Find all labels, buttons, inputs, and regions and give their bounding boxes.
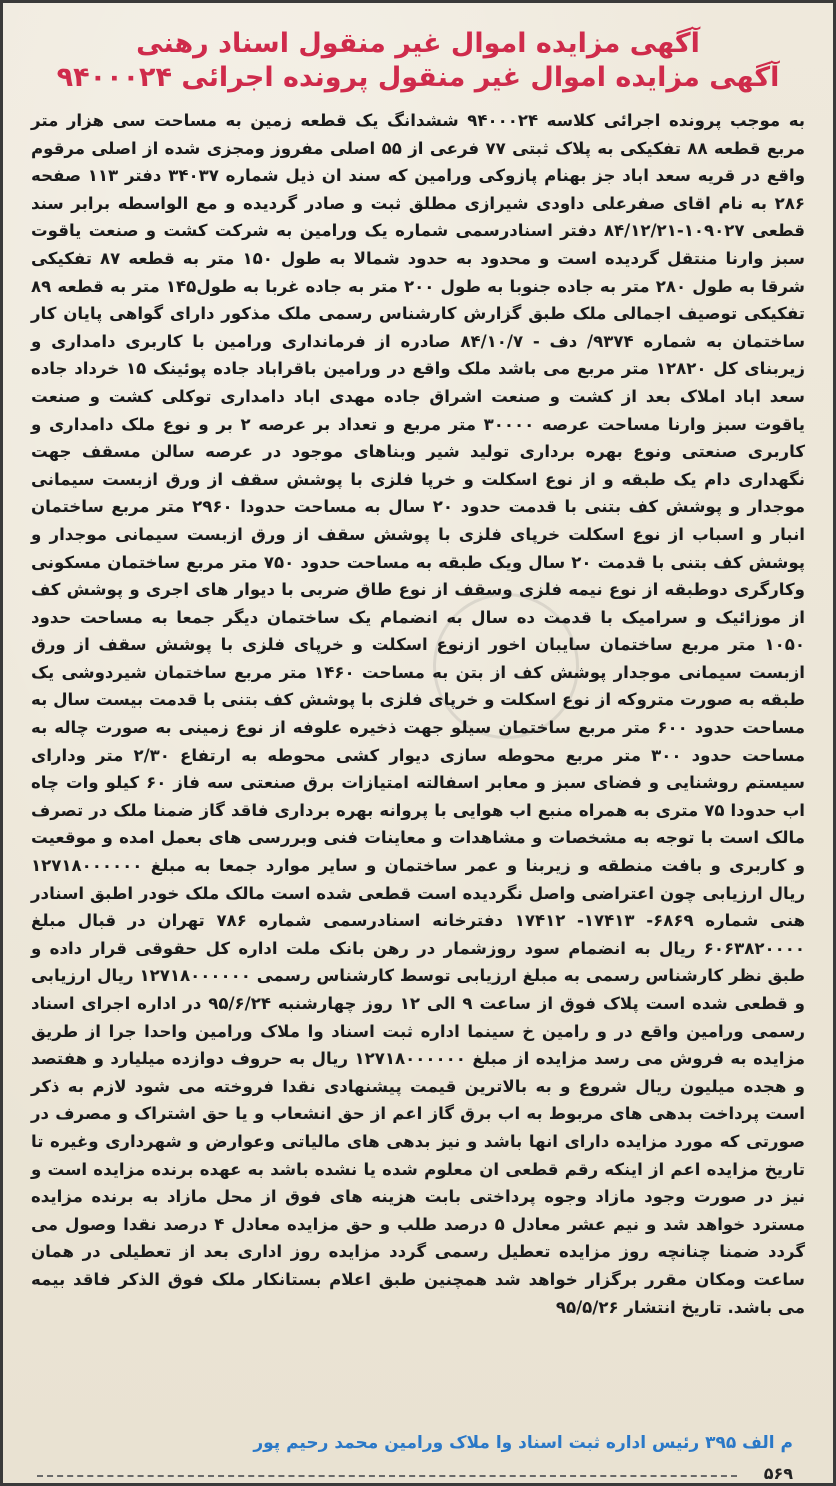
notice-subtitle: آگهی مزایده اموال غیر منقول پرونده اجرائی ۹۴۰۰۰۲۴ (56, 62, 780, 93)
notice-title: آگهی مزایده اموال غیر منقول اسناد رهنی (136, 28, 700, 59)
notice-signature: م الف ۳۹۵ رئیس اداره ثبت اسناد وا ملاک ورامین محمد رحیم پور (253, 1433, 793, 1453)
notice-paragraph: به موجب پرونده اجرائی کلاسه ۹۴۰۰۰۲۴ ششدانگ یک قطعه زمین به مساحت سی هزار متر مربع قطعه ۸۸ تفکیکی به پلاک ثبتی ۷۷ فرعی از ۵۵ اصلی مفروز ومجزی شده از اصلی مرقوم واقع در قریه سعد اباد جز بهنام پازوکی ورامین که سند ان ذیل شماره ۳۴۰۳۷ دفتر ۱۱۳ صفحه ۲۸۶ به نام اقای صفرعلی داودی شیرازی مطلق ثبت و صادر گردیده و مع الواسطه برابر سند قطعی ۱۰۹۰۲۷-۸۴/۱۲/۲۱ دفتر اسنادرسمی شماره یک ورامین به شرکت کشت و صنعت یاقوت سبز وارنا منتقل گردیده است و محدود به حدود شمالا به طول ۱۵۰ متر به قطعه ۸۷ تفکیکی شرقا به طول ۲۸۰ متر به جاده جنوبا به طول ۲۰۰ متر به جاده غربا به طول۱۴۵ متر به قطعه ۸۹ تفکیکی توصیف اجمالی ملک طبق گزارش کارشناس رسمی ملک مذکور دارای گواهی پایان کار ساختمان به شماره ۹۳۷۴/ دف - ۸۴/۱۰/۷ صادره از فرمانداری ورامین با کاربری دامداری و زیربنای کل ۱۲۸۲۰ متر مربع می باشد ملک واقع در ورامین باقراباد جاده پوئینک ۱۵ خرداد جاده سعد اباد املاک بعد از کشت و صنعت اشراق جاده مهدی اباد دامداری توکلی کشت و صنعت یاقوت سبز وارنا مساحت عرصه ۳۰۰۰۰ متر مربع و تعداد بر عرصه ۲ بر و نوع ملک دامداری و کاربری صنعتی ونوع بهره برداری تولید شیر وبناهای موجود در عرصه سالن مسقف جهت نگهداری دام یک طبقه و از نوع اسکلت و خرپا فلزی با پوشش سقف از ورق ازبست سیمانی موجدار و پوشش کف بتنی با قدمت حدود ۲۰ سال به مساحت حدودا ۲۹۶۰ متر مربع ساختمان انبار و اسباب از نوع اسکلت خرپای فلزی با پوشش سقف از ورق ازبست سیمانی موجدار و پوشش کف بتنی با قدمت ۲۰ سال ویک طبقه به مساحت حدود ۷۵۰ متر مربع ساختمان مسکونی وکارگری دوطبقه از نوع نیمه فلزی وسقف از نوع طاق ضربی با دیوار های اجری و پوشش کف از موزائیک و سرامیک با قدمت ده سال به انضمام یک ساختمان دیگر جمعا به مساحت حدود ۱۰۵۰ متر مربع ساختمان سایبان اخور ازنوع اسکلت و خرپای فلزی با پوشش سقف از ورق ازبست سیمانی موجدار پوشش کف از بتن به مساحت ۱۴۶۰ متر مربع ساختمان شیردوشی یک طبقه به صورت متروکه از نوع اسکلت و خرپای فلزی با پوشش کف بتنی با قدمت بیست سال به مساحت حدود ۶۰۰ متر مربع ساختمان سیلو جهت ذخیره علوفه از نوع زمینی به صورت چاله به مساحت حدود ۳۰۰ متر مربع محوطه سازی دیوار کشی محوطه به ارتفاع ۲/۳۰ متر ودارای سیستم روشنایی و فضای سبز و معابر اسفالته امتیازات برق صنعتی سه فاز ۶۰ کیلو وات چاه اب حدودا ۷۵ متری به همراه منبع اب هوایی با پروانه بهره برداری فاقد گاز ضمنا ملک در تصرف مالک است با توجه به مشخصات و مشاهدات و معاینات فنی وبررسی های بعمل امده و موقعیت و کاربری و بافت منطقه و زیربنا و عمر ساختمان و سایر موارد جمعا به مبلغ ۱۲۷۱۸۰۰۰۰۰۰ ریال ارزیابی چون اعتراضی واصل نگردیده است قطعی شده است مالک ملک خودر اطبق اسنادر هنی شماره ۶۸۶۹- ۱۷۴۱۳- ۱۷۴۱۲ دفترخانه اسنادرسمی شماره ۷۸۶ تهران در قبال مبلغ ۶۰۶۳۸۲۰۰۰۰ ریال به انضمام سود روزشمار در رهن بانک ملت اداره کل حقوقی قرار داده و طبق نظر کارشناس رسمی به مبلغ ارزیابی توسط کارشناس رسمی ۱۲۷۱۸۰۰۰۰۰۰ ریال ارزیابی و قطعی شده است پلاک فوق از ساعت ۹ الی ۱۲ روز چهارشنبه ۹۵/۶/۲۴ در اداره اجرای اسناد رسمی ورامین واقع در و رامین خ سینما اداره ثبت اسناد وا ملاک ورامین واحدا جرا از طریق مزایده به فروش می رسد مزایده از مبلغ ۱۲۷۱۸۰۰۰۰۰۰ ریال به حروف دوازده میلیارد و هفتصد و هجده میلیون ریال شروع و به بالاترین قیمت پیشنهادی نقدا فروخته می شود لازم به ذکر است پرداخت بدهی های مربوط به اب برق گاز اعم از حق انشعاب و یا حق اشتراک و مصرف در صورتی که مورد مزایده دارای انها باشد و نیز بدهی های مالیاتی وعوارض و شهرداری وغیره تا تاریخ مزایده اعم از اینکه رقم قطعی ان معلوم شده یا نشده باشد به عهده برنده مزایده است و نیز در صورت وجود مازاد وجوه پرداختی بابت هزینه های فوق از محل مازاد به برنده مزایده مسترد خواهد شد و نیم عشر معادل ۵ درصد طلب و حق مزایده معادل ۴ درصد نقدا وصول می گردد ضمنا چنانچه روز مزایده تعطیل رسمی گردد مزایده روز اداری بعد از تعطیلی در همان ساعت ومکان مقرر برگزار خواهد شد همچنین طبق اعلام بستانکار ملک فوق الذکر فاقد بیمه می باشد. تاریخ انتشار ۹۵/۵/۲۶ (31, 111, 806, 1317)
footer-divider (37, 1475, 737, 1477)
footer-number: ۵۶۹ (763, 1464, 793, 1483)
notice-header (23, 27, 813, 95)
notice-body (31, 107, 805, 1321)
